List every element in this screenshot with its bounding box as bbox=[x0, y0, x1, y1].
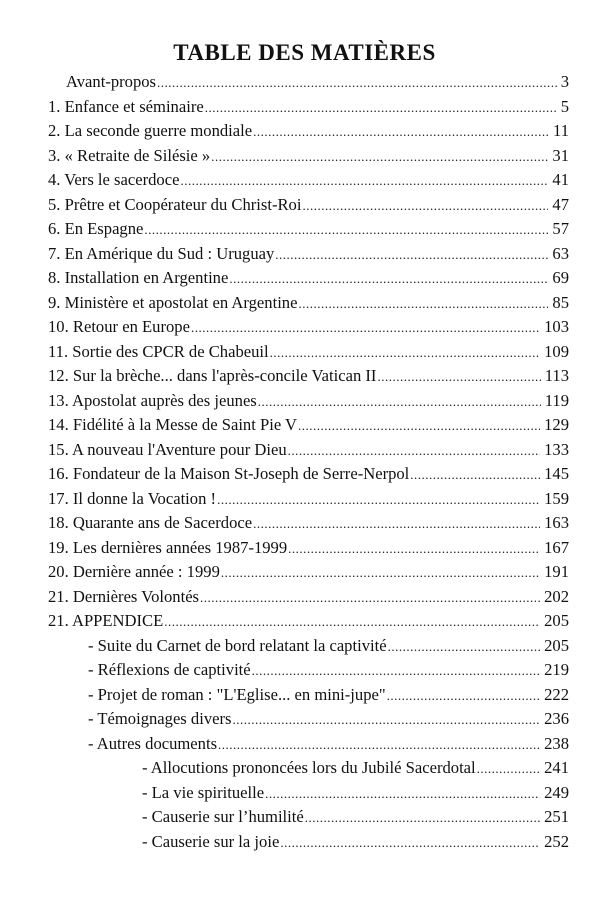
toc-entry-page: 163 bbox=[544, 513, 569, 532]
toc-entry-label: - Causerie sur la joie bbox=[142, 831, 280, 851]
toc-leader-dots bbox=[232, 712, 540, 728]
toc-entry-page: 145 bbox=[544, 464, 569, 483]
toc-entry-label: - Causerie sur l’humilité bbox=[142, 807, 304, 826]
toc-leader-dots bbox=[164, 614, 540, 630]
toc-entry-label: 14. Fidélité à la Messe de Saint Pie V bbox=[48, 415, 298, 434]
toc-entry-label: 12. Sur la brèche... dans l'après-concile Vatican II bbox=[48, 366, 377, 385]
toc-entry-label: 13. Apostolat auprès des jeunes bbox=[48, 390, 257, 410]
toc-leader-dots bbox=[280, 835, 540, 851]
toc-entry-label: 10. Retour en Europe bbox=[48, 317, 190, 336]
toc-entry-page: 11 bbox=[553, 121, 569, 140]
toc-entry-page: 31 bbox=[552, 145, 569, 165]
toc-entry-label: 7. En Amérique du Sud : Uruguay bbox=[48, 243, 275, 263]
toc-entry bbox=[88, 734, 569, 758]
toc-entry-label: 4. Vers le sacerdoce bbox=[48, 170, 180, 189]
toc-leader-dots bbox=[258, 394, 541, 410]
toc-entry bbox=[48, 440, 569, 464]
toc-entry-label: 19. Les dernières années 1987-1999 bbox=[48, 537, 288, 557]
toc-entry bbox=[48, 342, 569, 366]
toc-leader-dots bbox=[217, 492, 540, 508]
toc-leader-dots bbox=[221, 565, 540, 581]
toc-entry-page: 205 bbox=[544, 611, 569, 630]
toc-entry bbox=[48, 219, 569, 243]
toc-entry-page: 103 bbox=[544, 317, 569, 336]
toc-entry bbox=[142, 832, 569, 856]
toc-entry bbox=[48, 587, 569, 611]
toc-leader-dots bbox=[270, 345, 540, 361]
toc-entry bbox=[48, 489, 569, 513]
toc-entry-label: - Témoignages divers bbox=[88, 709, 232, 728]
toc-leader-dots bbox=[265, 786, 540, 802]
toc-entry bbox=[48, 562, 569, 586]
toc-entry-label: 20. Dernière année : 1999 bbox=[48, 562, 220, 581]
toc-entry bbox=[48, 293, 569, 317]
toc-leader-dots bbox=[229, 271, 548, 287]
toc-leader-dots bbox=[410, 467, 540, 483]
toc-entry-page: 222 bbox=[544, 684, 569, 704]
toc-entry-label: Avant-propos bbox=[66, 72, 157, 91]
toc-entry-page: 133 bbox=[544, 439, 569, 459]
toc-entry bbox=[48, 268, 569, 292]
toc-entry-page: 205 bbox=[544, 635, 569, 655]
toc-leader-dots bbox=[191, 320, 540, 336]
toc-entry-page: 251 bbox=[544, 807, 569, 826]
toc-leader-dots bbox=[288, 541, 540, 557]
toc-leader-dots bbox=[377, 369, 540, 385]
toc-entry-label: - La vie spirituelle bbox=[142, 782, 265, 802]
toc-entry-page: 69 bbox=[552, 268, 569, 287]
toc-entry-label: 16. Fondateur de la Maison St-Joseph de Serre-Nerpol bbox=[48, 464, 410, 483]
toc-entry-page: 113 bbox=[544, 366, 569, 385]
toc-entry-page: 236 bbox=[544, 709, 569, 728]
toc-leader-dots bbox=[253, 124, 549, 140]
toc-entry-page: 57 bbox=[552, 219, 569, 238]
toc-leader-dots bbox=[200, 590, 540, 606]
toc-entry-label: - Allocutions prononcées lors du Jubilé Sacerdotal bbox=[142, 758, 476, 777]
toc-leader-dots bbox=[387, 688, 540, 704]
toc-entry-label: 15. A nouveau l'Aventure pour Dieu bbox=[48, 439, 287, 459]
toc-entry-page: 167 bbox=[544, 537, 569, 557]
toc-entry bbox=[142, 758, 569, 782]
toc-leader-dots bbox=[218, 737, 540, 753]
toc-entry bbox=[48, 195, 569, 219]
toc-leader-dots bbox=[157, 75, 557, 91]
toc-entry-page: 252 bbox=[544, 831, 569, 851]
toc-entry-page: 85 bbox=[552, 292, 569, 312]
toc-entry bbox=[48, 317, 569, 341]
toc-leader-dots bbox=[275, 247, 548, 263]
toc-entry-page: 119 bbox=[544, 390, 569, 410]
toc-entry bbox=[142, 783, 569, 807]
toc-leader-dots bbox=[253, 516, 540, 532]
toc-entry-label: 8. Installation en Argentine bbox=[48, 268, 229, 287]
toc-entry-page: 241 bbox=[544, 758, 569, 777]
toc-entry-page: 3 bbox=[560, 72, 569, 91]
toc-leader-dots bbox=[252, 663, 540, 679]
toc-entry bbox=[48, 415, 569, 439]
toc-entry bbox=[48, 97, 569, 121]
toc-entry-page: 238 bbox=[544, 733, 569, 753]
toc-entry-page: 159 bbox=[544, 488, 569, 508]
toc-entry-page: 219 bbox=[544, 660, 569, 679]
toc-leader-dots bbox=[477, 761, 540, 777]
toc-entry-label: 3. « Retraite de Silésie » bbox=[48, 145, 211, 165]
toc-leader-dots bbox=[288, 443, 540, 459]
toc-leader-dots bbox=[298, 296, 548, 312]
toc-entry bbox=[48, 611, 569, 635]
toc-entry bbox=[142, 807, 569, 831]
toc-entry-label: 18. Quarante ans de Sacerdoce bbox=[48, 513, 253, 532]
toc-entry-page: 47 bbox=[552, 194, 569, 214]
toc-leader-dots bbox=[144, 222, 548, 238]
toc-entry bbox=[66, 72, 569, 96]
toc-leader-dots bbox=[211, 149, 548, 165]
toc-entry-page: 191 bbox=[544, 562, 569, 581]
toc-entry-label: - Réflexions de captivité bbox=[88, 660, 251, 679]
toc-entry bbox=[88, 660, 569, 684]
toc-entry-page: 5 bbox=[560, 96, 569, 116]
toc-entry bbox=[48, 464, 569, 488]
toc-entry-label: 5. Prêtre et Coopérateur du Christ-Roi bbox=[48, 194, 302, 214]
toc-leader-dots bbox=[388, 639, 541, 655]
toc-entry bbox=[48, 146, 569, 170]
toc-entry-label: 21. Dernières Volontés bbox=[48, 586, 200, 606]
page-title: TABLE DES MATIÈRES bbox=[173, 40, 436, 65]
toc-entry-label: 1. Enfance et séminaire bbox=[48, 96, 204, 116]
toc-entry bbox=[48, 244, 569, 268]
toc-entry-page: 249 bbox=[544, 782, 569, 802]
toc-entry bbox=[48, 391, 569, 415]
toc-entry-label: 9. Ministère et apostolat en Argentine bbox=[48, 292, 298, 312]
toc-entry-label: 21. APPENDICE bbox=[48, 611, 164, 630]
toc-entry-label: - Projet de roman : "L'Eglise... en mini-jupe" bbox=[88, 684, 386, 704]
toc-entry bbox=[48, 121, 569, 145]
toc-leader-dots bbox=[305, 810, 540, 826]
toc-entry-label: - Suite du Carnet de bord relatant la captivité bbox=[88, 635, 387, 655]
toc-entry-label: 2. La seconde guerre mondiale bbox=[48, 121, 253, 140]
toc-entry bbox=[88, 709, 569, 733]
toc-leader-dots bbox=[298, 418, 540, 434]
toc-entry bbox=[48, 538, 569, 562]
toc-entry-page: 63 bbox=[552, 243, 569, 263]
toc-entry-page: 109 bbox=[544, 341, 569, 361]
toc-entry-label: 11. Sortie des CPCR de Chabeuil bbox=[48, 341, 269, 361]
toc-entry bbox=[88, 685, 569, 709]
toc-entry bbox=[48, 170, 569, 194]
toc-entry-label: 6. En Espagne bbox=[48, 219, 144, 238]
toc-entry-label: 17. Il donne la Vocation ! bbox=[48, 488, 217, 508]
toc-leader-dots bbox=[205, 100, 557, 116]
toc-entry-label: - Autres documents bbox=[88, 733, 218, 753]
toc-leader-dots bbox=[180, 173, 548, 189]
toc-leader-dots bbox=[302, 198, 548, 214]
toc-entry-page: 202 bbox=[544, 586, 569, 606]
toc-entry-page: 41 bbox=[552, 170, 569, 189]
toc-entry bbox=[88, 636, 569, 660]
toc-entry bbox=[48, 366, 569, 390]
toc-entry-page: 129 bbox=[544, 415, 569, 434]
toc-entry bbox=[48, 513, 569, 537]
